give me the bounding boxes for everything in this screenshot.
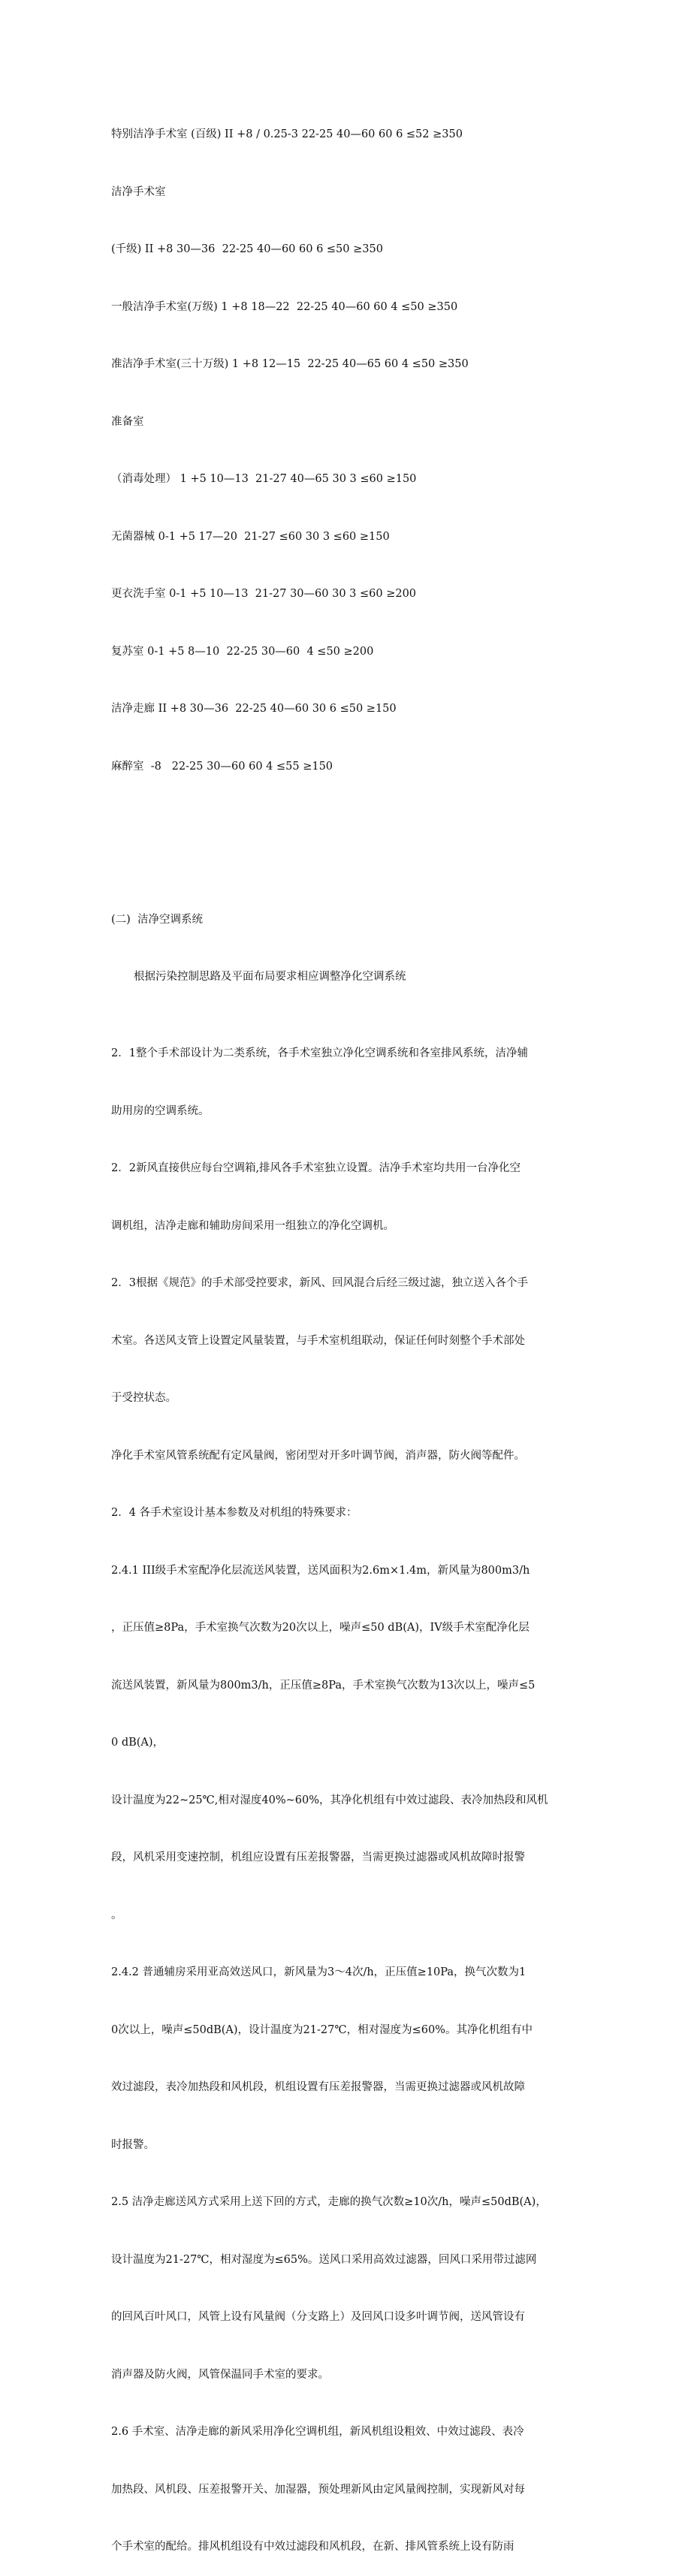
body-line: ，正压值≥8Pa，手术室换气次数为20次以上，噪声≤50 dB(A)，IV级手术室配净化层 [111,1622,530,1634]
body-line: 2．2新风直接供应每台空调箱,排风各手术室独立设置。洁净手术室均共用一台净化空 [111,1162,521,1174]
table-row: 一般洁净手术室(万级) 1 +8 18—22 22-25 40—60 60 4 ≤50 ≥350 [111,300,458,313]
document-page [111,87,599,2576]
body-line: 时报警。 [111,2138,155,2151]
body-line: 加热段、风机段、压差报警开关、加湿器，预处理新风由定风量阀控制，实现新风对每 [111,2483,525,2496]
table-row: 麻醉室 -8 22-25 30—60 60 4 ≤55 ≥150 [111,760,333,773]
body-line: 。 [111,1909,122,1921]
body-line: 术室。各送风支管上设置定风量装置，与手术室机组联动，保证任何时刻整个手术部处 [111,1334,525,1347]
body-line: 个手术室的配给。排风机组设有中效过滤段和风机段，在新、排风管系统上设有防雨 [111,2541,514,2553]
body-line: 2．1整个手术部设计为二类系统，各手术室独立净化空调系统和各室排风系统，洁净辅 [111,1047,528,1059]
table-row: 准洁净手术室(三十万级) 1 +8 12—15 22-25 40—65 60 4 ≤50 ≥350 [111,358,469,370]
body-line: 2.4.2 普通辅房采用亚高效送风口，新风量为3～4次/h，正压值≥10Pa，换气次数为1 [111,1966,527,1978]
intro-paragraph: 根据污染控制思路及平面布局要求相应调整净化空调系统 [134,971,406,983]
spacer [111,834,599,854]
body-line: 效过滤段，表冷加热段和风机段，机组设置有压差报警器，当需更换过滤器或风机故障 [111,2081,525,2093]
table-row: 洁净手术室 [111,185,166,198]
table-row: 准备室 [111,415,144,428]
body-line: 流送风装置，新风量为800m3/h，正压值≥8Pa，手术室换气次数为13次以上，噪声≤5 [111,1679,536,1692]
body-line: 0次以上，噪声≤50dB(A)，设计温度为21-27℃，相对湿度为≤60%。其净化机组有中 [111,2023,533,2036]
table-row: 无菌器械 0-1 +5 17—20 21-27 ≤60 30 3 ≤60 ≥150 [111,530,390,543]
table-row: (千级) II +8 30—36 22-25 40—60 60 6 ≤50 ≥350 [111,243,383,255]
section-heading: (二) 洁净空调系统 [111,913,204,926]
table-row: 复苏室 0-1 +5 8—10 22-25 30—60 4 ≤50 ≥200 [111,645,374,658]
body-line: 净化手术室风管系统配有定风量阀，密闭型对开多叶调节阀，消声器，防火阀等配件。 [111,1449,525,1462]
body-line: 2.5 洁净走廊送风方式采用上送下回的方式，走廊的换气次数≥10次/h，噪声≤50dB(A)， [111,2196,547,2208]
body-line: 消声器及防火阀，风管保温同手术室的要求。 [111,2368,329,2381]
body-line: 的回风百叶风口，风管上设有风量阀（分支路上）及回风口设多叶调节阀，送风管设有 [111,2311,525,2323]
body-line: 2．3根据《规范》的手术部受控要求，新风、回风混合后经三级过滤，独立送入各个手 [111,1277,528,1289]
body-line: 设计温度为22~25℃,相对湿度40%~60%，其净化机组有中效过滤段、表冷加热段和风机 [111,1794,548,1806]
body-line: 2.6 手术室、洁净走廊的新风采用净化空调机组，新风机组设粗效、中效过滤段、表冷 [111,2426,524,2438]
body-line: 助用房的空调系统。 [111,1104,210,1117]
table-row: 特别洁净手术室 (百级) II +8 / 0.25-3 22-25 40—60 60 6 ≤52 ≥350 [111,128,463,140]
body-line: 0 dB(A)， [111,1737,164,1749]
table-row: 洁净走廊 II +8 30—36 22-25 40—60 30 6 ≤50 ≥150 [111,703,397,715]
body-line: 设计温度为21-27℃，相对湿度为≤65%。送风口采用高效过滤器，回风口采用带过滤网 [111,2253,537,2266]
body-line: 段，风机采用变速控制，机组应设置有压差报警器，当需更换过滤器或风机故障时报警 [111,1851,525,1863]
body-line: 于受控状态。 [111,1392,177,1404]
body-line: 2.4.1 III级手术室配净化层流送风装置，送风面积为2.6m×1.4m，新风量为800m3/h [111,1564,530,1577]
body-line: 调机组，洁净走廊和辅助房间采用一组独立的净化空调机。 [111,1219,394,1232]
body-line: 2．4 各手术室设计基本参数及对机组的特殊要求： [111,1507,358,1519]
table-row: （消毒处理） 1 +5 10—13 21-27 40—65 30 3 ≤60 ≥150 [111,473,417,485]
table-row: 更衣洗手室 0-1 +5 10—13 21-27 30—60 30 3 ≤60 ≥200 [111,588,417,600]
